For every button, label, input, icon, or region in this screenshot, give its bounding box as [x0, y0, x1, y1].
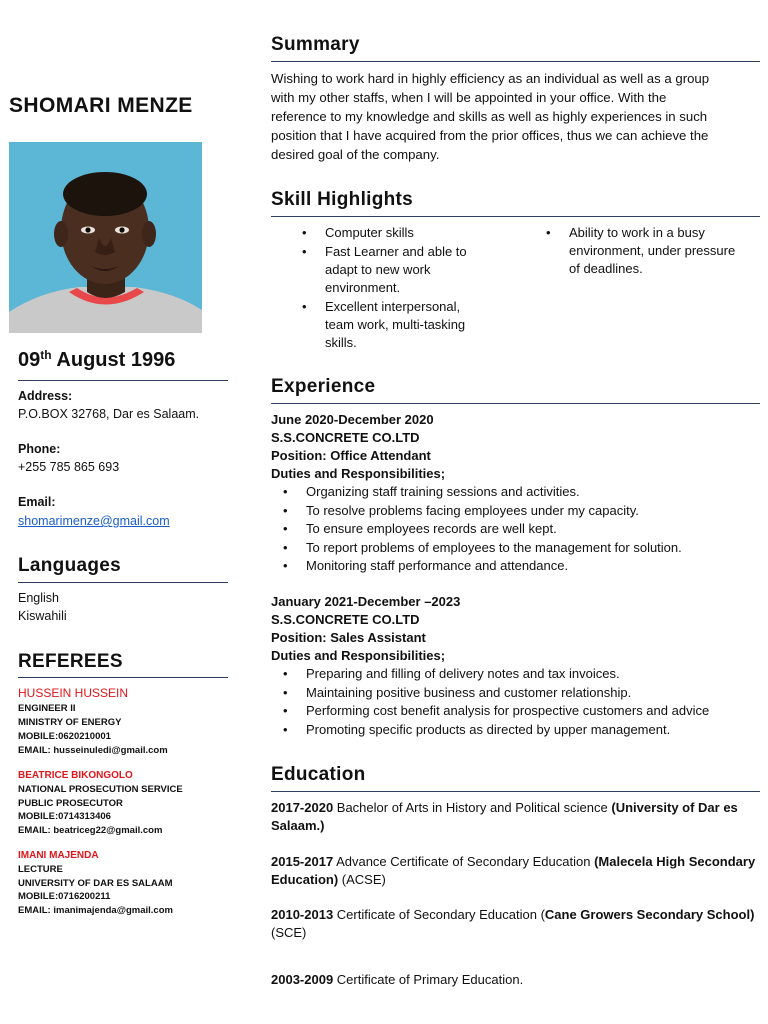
divider	[271, 61, 760, 62]
referee-detail: MOBILE:0620210001	[18, 731, 111, 742]
duty-item: • To report problems of employees to the management for solution.	[283, 539, 753, 558]
summary-text	[271, 69, 755, 164]
referee-detail: UNIVERSITY OF DAR ES SALAAM	[18, 878, 173, 889]
duties-list	[283, 483, 753, 576]
summary-line: Wishing to work hard in highly efficiency as an individual as well as a group	[271, 71, 710, 86]
referee-detail: PUBLIC PROSECUTOR	[18, 798, 123, 809]
referee-name: HUSSEIN HUSSEIN	[18, 686, 129, 700]
duty-item: • Promoting specific products as directed by upper management.	[283, 721, 753, 740]
referee-detail: EMAIL: husseinuledi@gmail.com	[18, 745, 168, 756]
referee-detail: ENGINEER II	[18, 703, 76, 714]
duty-item: • Performing cost benefit analysis for prospective customers and advice	[283, 702, 753, 721]
referee-name: BEATRICE BIKONGOLO	[18, 770, 133, 781]
job-company: S.S.CONCRETE CO.LTD	[271, 612, 420, 627]
job-position: Position: Sales Assistant	[271, 630, 426, 645]
summary-line: reference to my knowledge and skills as well as highly experiences in such	[271, 109, 708, 124]
date-of-birth: 09th August 1996	[18, 348, 176, 371]
language-item: English	[18, 591, 59, 605]
education-item: 2015-2017 Advance Certificate of Secondary Education (Malecela High Secondary Education) (ACSE)	[271, 854, 756, 887]
divider	[271, 791, 760, 792]
duty-item: • Organizing staff training sessions and activities.	[283, 483, 753, 502]
job-period: January 2021-December –2023	[271, 594, 461, 609]
left-column	[0, 0, 240, 1024]
duty-item: • Preparing and filling of delivery notes and tax invoices.	[283, 665, 753, 684]
duties-list	[283, 665, 753, 739]
phone-value: +255 785 865 693	[18, 460, 120, 474]
languages-heading: Languages	[18, 555, 121, 576]
duties-label: Duties and Responsibilities;	[271, 466, 446, 481]
language-item: Kiswahili	[18, 609, 67, 623]
summary-line: with my other staffs, when I will be appointed in your office. With the	[271, 90, 667, 105]
email-label: Email:	[18, 495, 56, 509]
experience-heading: Experience	[271, 376, 376, 397]
skills-column-1	[302, 224, 492, 353]
summary-line: desired goal of the company.	[271, 147, 440, 162]
job-period: June 2020-December 2020	[271, 412, 434, 427]
duty-item: • To ensure employees records are well kept.	[283, 520, 753, 539]
referee-detail: NATIONAL PROSECUTION SERVICE	[18, 784, 183, 795]
skills-column-2	[546, 224, 736, 279]
duty-item: • Monitoring staff performance and attendance.	[283, 557, 753, 576]
address-value: P.O.BOX 32768, Dar es Salaam.	[18, 407, 200, 421]
referee-detail: EMAIL: imanimajenda@gmail.com	[18, 905, 173, 916]
education-heading: Education	[271, 764, 366, 785]
education-item: 2010-2013 Certificate of Secondary Education (Cane Growers Secondary School) (SCE)	[271, 907, 755, 940]
referees-heading: REFEREES	[18, 651, 123, 672]
skill-item: • Excellent interpersonal, team work, multi-tasking skills.	[302, 298, 492, 352]
duty-item: • Maintaining positive business and customer relationship.	[283, 684, 753, 703]
job-company: S.S.CONCRETE CO.LTD	[271, 430, 420, 445]
divider	[271, 216, 760, 217]
divider	[18, 582, 228, 583]
divider	[18, 677, 228, 678]
duties-label: Duties and Responsibilities;	[271, 648, 446, 663]
duty-item: • To resolve problems facing employees under my capacity.	[283, 502, 753, 521]
summary-heading: Summary	[271, 34, 360, 55]
profile-photo	[9, 142, 202, 333]
referee-detail: MOBILE:0716200211	[18, 891, 111, 902]
skill-item: • Fast Learner and able to adapt to new work environment.	[302, 243, 492, 297]
skill-item: • Ability to work in a busy environment, under pressure of deadlines.	[546, 224, 736, 278]
education-item: 2017-2020 Bachelor of Arts in History and Political science (University of Dar es Salaam.)	[271, 800, 738, 833]
job-position: Position: Office Attendant	[271, 448, 431, 463]
divider	[271, 403, 760, 404]
divider	[18, 380, 228, 381]
phone-label: Phone:	[18, 442, 61, 456]
referee-detail: MOBILE:0714313406	[18, 811, 111, 822]
referee-detail: EMAIL: beatriceg22@gmail.com	[18, 825, 163, 836]
skill-item: • Computer skills	[302, 224, 492, 242]
referee-detail: MINISTRY OF ENERGY	[18, 717, 122, 728]
referee-name: IMANI MAJENDA	[18, 850, 99, 861]
skills-heading: Skill Highlights	[271, 189, 414, 210]
education-item: 2003-2009 Certificate of Primary Education.	[271, 972, 524, 987]
summary-line: position that I have acquired from the prior offices, thus we can achieve the	[271, 128, 709, 143]
candidate-name: SHOMARI MENZE	[9, 94, 193, 117]
email-link[interactable]: shomarimenze@gmail.com	[18, 514, 170, 528]
referee-detail: LECTURE	[18, 864, 63, 875]
address-label: Address:	[18, 389, 73, 403]
